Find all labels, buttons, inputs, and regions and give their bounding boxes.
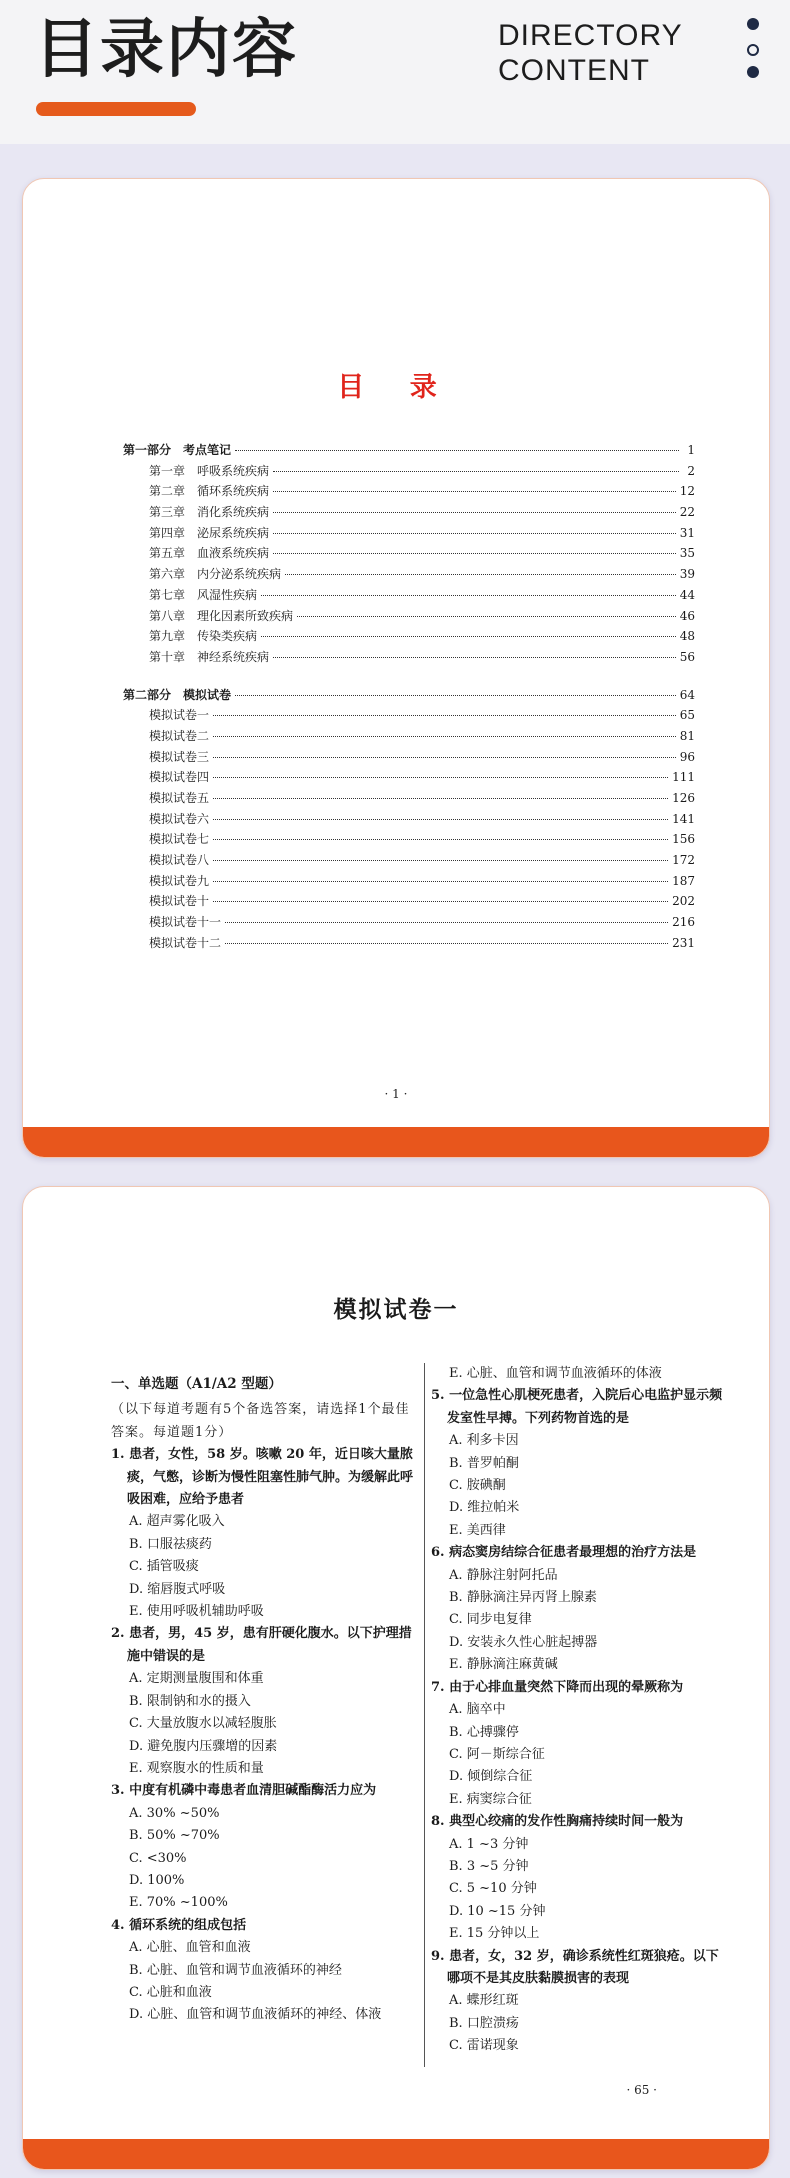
toc-chapter-entry[interactable] — [123, 934, 695, 955]
answer-option[interactable]: B. 50% ~70% — [129, 1828, 220, 1844]
answer-option[interactable]: D. 缩唇腹式呼吸 — [129, 1581, 226, 1597]
header-english-title — [498, 18, 683, 88]
toc-entry-page: 65 — [679, 708, 695, 723]
answer-option[interactable]: A. 定期测量腹围和体重 — [129, 1671, 264, 1687]
toc-page-card — [22, 178, 770, 1158]
exam-page-number: · 65 · — [626, 2083, 657, 2097]
column-divider — [424, 1363, 425, 2067]
toc-chapter-entry[interactable] — [123, 503, 695, 524]
toc-entry-label: 模拟试卷二 — [149, 728, 210, 743]
toc-chapter-entry[interactable] — [123, 482, 695, 503]
toc-entry-label: 模拟试卷九 — [149, 873, 210, 888]
answer-option[interactable]: E. 静脉滴注麻黄碱 — [449, 1657, 558, 1673]
answer-option[interactable]: E. 心脏、血管和调节血液循环的体液 — [449, 1366, 662, 1381]
toc-entry-page: 2 — [687, 463, 695, 478]
toc-entry-label: 第三章 消化系统疾病 — [149, 505, 270, 520]
toc-entry-page: 231 — [672, 935, 695, 950]
toc-leader-dots — [213, 777, 668, 778]
toc-leader-dots — [235, 450, 679, 451]
toc-chapter-entry[interactable] — [123, 892, 695, 913]
answer-option[interactable]: D. 10 ~15 分钟 — [449, 1903, 546, 1919]
toc-leader-dots — [213, 736, 676, 737]
toc-entry-label: 模拟试卷十二 — [149, 935, 222, 950]
toc-entry-page: 31 — [679, 525, 695, 540]
toc-chapter-entry[interactable] — [123, 727, 695, 748]
toc-entry-page: 187 — [672, 873, 695, 888]
toc-entry-page: 126 — [672, 791, 695, 805]
toc-entry-page: 141 — [672, 811, 695, 826]
toc-entry-label: 模拟试卷四 — [149, 770, 210, 785]
toc-entry-label: 第一章 呼吸系统疾病 — [149, 463, 270, 478]
toc-entry-page: 1 — [687, 443, 695, 457]
toc-entry-label: 第五章 血液系统疾病 — [149, 546, 270, 561]
toc-leader-dots — [213, 757, 676, 758]
toc-entry-page: 172 — [672, 853, 695, 868]
header-en-line1: DIRECTORY — [498, 19, 683, 52]
question-stem: 6. 病态窦房结综合征患者最理想的治疗方法是 — [431, 1545, 697, 1561]
toc-entry-label: 第九章 传染类疾病 — [149, 629, 258, 644]
answer-option[interactable]: C. 雷诺现象 — [449, 2038, 519, 2054]
answer-option[interactable]: D. 心脏、血管和调节血液循环的神经、体液 — [129, 2007, 382, 2023]
exam-left-column — [111, 1363, 421, 2027]
answer-option[interactable]: E. 观察腹水的性质和量 — [129, 1760, 264, 1776]
toc-leader-dots — [213, 798, 668, 799]
toc-chapter-entry[interactable] — [123, 607, 695, 628]
question-stem: 3. 中度有机磷中毒患者血清胆碱酯酶活力应为 — [111, 1783, 377, 1799]
menu-dot-hollow-icon[interactable] — [747, 44, 759, 56]
toc-page-number: · 1 · — [384, 1087, 408, 1101]
toc-leader-dots — [273, 657, 676, 658]
toc-entry-page: 48 — [679, 629, 695, 644]
toc-leader-dots — [273, 512, 676, 513]
answer-option[interactable]: B. 限制钠和水的摄入 — [129, 1693, 251, 1709]
toc-leader-dots — [213, 860, 668, 861]
exam-title: 模拟试卷一 — [333, 1296, 459, 1323]
toc-chapter-entry[interactable] — [123, 768, 695, 789]
toc-chapter-entry[interactable] — [123, 462, 695, 483]
answer-option[interactable]: C. <30% — [129, 1850, 187, 1866]
toc-entry-label: 第二部分 模拟试卷 — [123, 687, 232, 702]
toc-entry-page: 12 — [679, 484, 695, 499]
toc-leader-dots — [297, 616, 676, 617]
toc-entry-label: 第八章 理化因素所致疾病 — [149, 608, 294, 623]
card-footer-bar — [23, 1127, 769, 1157]
answer-option[interactable]: D. 安装永久性心脏起搏器 — [449, 1634, 598, 1650]
toc-list — [123, 441, 695, 955]
toc-leader-dots — [213, 819, 668, 820]
answer-option[interactable]: B. 3 ~5 分钟 — [449, 1858, 529, 1874]
toc-entry-label: 模拟试卷十 — [149, 894, 210, 909]
question-stem: 7. 由于心排血量突然下降而出现的晕厥称为 — [431, 1679, 684, 1695]
question-stem: 1. 患者，女性，58 岁。咳嗽 20 年，近日咳大量脓痰，气憋，诊断为慢性阻塞性肺气肿。为缓解此呼吸困难，应给予患者 — [111, 1447, 414, 1508]
answer-option[interactable]: B. 口腔溃疡 — [449, 2015, 519, 2031]
exam-right-column — [431, 1363, 731, 2058]
toc-entry-label: 第十章 神经系统疾病 — [149, 649, 270, 664]
section-heading: 一、单选题（A1/A2 型题） — [111, 1376, 282, 1392]
toc-chapter-entry[interactable] — [123, 810, 695, 831]
question-stem: 8. 典型心绞痛的发作性胸痛持续时间一般为 — [431, 1814, 684, 1830]
answer-option[interactable]: C. 阿－斯综合征 — [449, 1746, 545, 1762]
toc-chapter-entry[interactable] — [123, 524, 695, 545]
toc-title: 目 录 — [337, 372, 455, 403]
toc-entry-label: 第四章 泌尿系统疾病 — [149, 525, 270, 540]
answer-option[interactable]: A. 利多卡因 — [449, 1433, 519, 1449]
toc-entry-label: 模拟试卷一 — [149, 708, 210, 723]
toc-chapter-entry[interactable] — [123, 830, 695, 851]
answer-option[interactable]: C. 5 ~10 分钟 — [449, 1881, 537, 1897]
answer-option[interactable]: A. 静脉注射阿托品 — [449, 1567, 558, 1583]
toc-entry-page: 96 — [679, 749, 695, 764]
toc-leader-dots — [213, 881, 668, 882]
question-stem: 9. 患者，女，32 岁，确诊系统性红斑狼疮。以下哪项不是其皮肤黏膜损害的表现 — [431, 1948, 719, 1986]
answer-option[interactable]: A. 蝶形红斑 — [449, 1993, 519, 2009]
toc-entry-label: 模拟试卷三 — [149, 749, 210, 764]
toc-entry-label: 模拟试卷七 — [149, 832, 210, 847]
toc-entry-label: 第六章 内分泌系统疾病 — [149, 567, 282, 582]
toc-entry-page: 44 — [679, 587, 695, 602]
toc-leader-dots — [273, 553, 676, 554]
toc-chapter-entry[interactable] — [123, 565, 695, 586]
answer-option[interactable]: B. 心搏骤停 — [449, 1724, 519, 1740]
answer-option[interactable]: D. 100% — [129, 1872, 185, 1888]
toc-leader-dots — [213, 839, 668, 840]
toc-chapter-entry[interactable] — [123, 789, 695, 810]
toc-entry-page: 156 — [672, 832, 695, 847]
menu-dot-icon[interactable] — [747, 18, 759, 30]
answer-option[interactable]: E. 使用呼吸机辅助呼吸 — [129, 1604, 264, 1620]
question-stem: 5. 一位急性心肌梗死患者，入院后心电监护显示频发室性早搏。下列药物首选的是 — [431, 1388, 723, 1426]
answer-option[interactable]: B. 静脉滴注异丙肾上腺素 — [449, 1590, 597, 1606]
answer-option[interactable]: A. 超声雾化吸入 — [129, 1514, 225, 1530]
card-footer-bar — [23, 2139, 769, 2169]
answer-option[interactable]: D. 倾倒综合征 — [449, 1769, 533, 1785]
toc-entry-label: 模拟试卷八 — [149, 853, 210, 868]
toc-leader-dots — [273, 533, 676, 534]
answer-option[interactable]: D. 避免腹内压骤增的因素 — [129, 1738, 278, 1754]
toc-entry-page: 22 — [679, 505, 695, 520]
toc-leader-dots — [273, 471, 679, 472]
answer-option[interactable]: A. 心脏、血管和血液 — [129, 1940, 251, 1956]
toc-entry-label: 模拟试卷五 — [149, 791, 210, 805]
toc-part-entry[interactable] — [123, 686, 695, 707]
toc-entry-page: 39 — [679, 567, 695, 582]
exam-page-card — [22, 1186, 770, 2170]
answer-option[interactable]: B. 口服祛痰药 — [129, 1536, 212, 1552]
toc-leader-dots — [261, 595, 676, 596]
toc-leader-dots — [273, 491, 676, 492]
toc-leader-dots — [285, 574, 676, 575]
toc-leader-dots — [213, 901, 668, 902]
toc-gap — [123, 669, 695, 686]
toc-entry-page: 216 — [672, 915, 695, 930]
toc-chapter-entry[interactable] — [123, 851, 695, 872]
answer-option[interactable]: C. 插管吸痰 — [129, 1559, 199, 1575]
toc-leader-dots — [213, 715, 676, 716]
answer-option[interactable]: E. 15 分钟以上 — [449, 1926, 540, 1942]
answer-option[interactable]: B. 心脏、血管和调节血液循环的神经 — [129, 1962, 342, 1978]
toc-entry-label: 第七章 风湿性疾病 — [149, 587, 258, 602]
toc-chapter-entry[interactable] — [123, 586, 695, 607]
answer-option[interactable]: C. 心脏和血液 — [129, 1984, 212, 2000]
toc-entry-page: 81 — [679, 728, 695, 743]
header-en-line2: CONTENT — [498, 54, 650, 87]
toc-entry-page: 202 — [672, 894, 695, 909]
answer-option[interactable]: D. 维拉帕米 — [449, 1500, 520, 1516]
toc-entry-label: 模拟试卷六 — [149, 811, 210, 826]
menu-dot-icon[interactable] — [747, 66, 759, 78]
answer-option[interactable]: E. 70% ~100% — [129, 1895, 228, 1911]
answer-option[interactable]: C. 同步电复律 — [449, 1612, 532, 1628]
toc-chapter-entry[interactable] — [123, 913, 695, 934]
answer-option[interactable]: C. 大量放腹水以减轻腹胀 — [129, 1716, 277, 1732]
toc-leader-dots — [261, 636, 676, 637]
question-stem: 4. 循环系统的组成包括 — [111, 1917, 247, 1933]
toc-chapter-entry[interactable] — [123, 544, 695, 565]
toc-entry-label: 第一部分 考点笔记 — [123, 443, 232, 457]
toc-entry-label: 第二章 循环系统疾病 — [149, 484, 270, 499]
answer-option[interactable]: A. 脑卒中 — [449, 1702, 506, 1718]
toc-leader-dots — [235, 695, 676, 696]
toc-entry-page: 56 — [679, 649, 695, 664]
toc-entry-page: 64 — [679, 687, 695, 702]
toc-leader-dots — [225, 922, 668, 923]
toc-chapter-entry[interactable] — [123, 648, 695, 669]
toc-chapter-entry[interactable] — [123, 872, 695, 893]
toc-part-entry[interactable] — [123, 441, 695, 462]
toc-entry-label: 模拟试卷十一 — [149, 915, 222, 930]
question-stem: 2. 患者，男，45 岁，患有肝硬化腹水。以下护理措施中错误的是 — [111, 1626, 412, 1664]
toc-entry-page: 35 — [679, 546, 695, 561]
answer-option[interactable]: A. 1 ~3 分钟 — [449, 1836, 529, 1852]
header-title: 目录内容 — [34, 13, 298, 87]
toc-chapter-entry[interactable] — [123, 627, 695, 648]
section-instructions: （以下每道考题有5个备选答案，请选择1个最佳答案。每道题1分） — [111, 1402, 410, 1440]
toc-chapter-entry[interactable] — [123, 706, 695, 727]
toc-chapter-entry[interactable] — [123, 748, 695, 769]
answer-option[interactable]: E. 美西律 — [449, 1522, 506, 1538]
toc-entry-page: 46 — [679, 608, 695, 623]
answer-option[interactable]: E. 病窦综合征 — [449, 1791, 532, 1807]
page-header — [0, 0, 790, 144]
answer-option[interactable]: B. 普罗帕酮 — [449, 1455, 519, 1471]
answer-option[interactable]: C. 胺碘酮 — [449, 1478, 506, 1494]
toc-entry-page: 111 — [672, 770, 695, 785]
toc-leader-dots — [225, 943, 668, 944]
header-accent-bar — [36, 102, 196, 116]
answer-option[interactable]: A. 30% ~50% — [129, 1805, 220, 1821]
